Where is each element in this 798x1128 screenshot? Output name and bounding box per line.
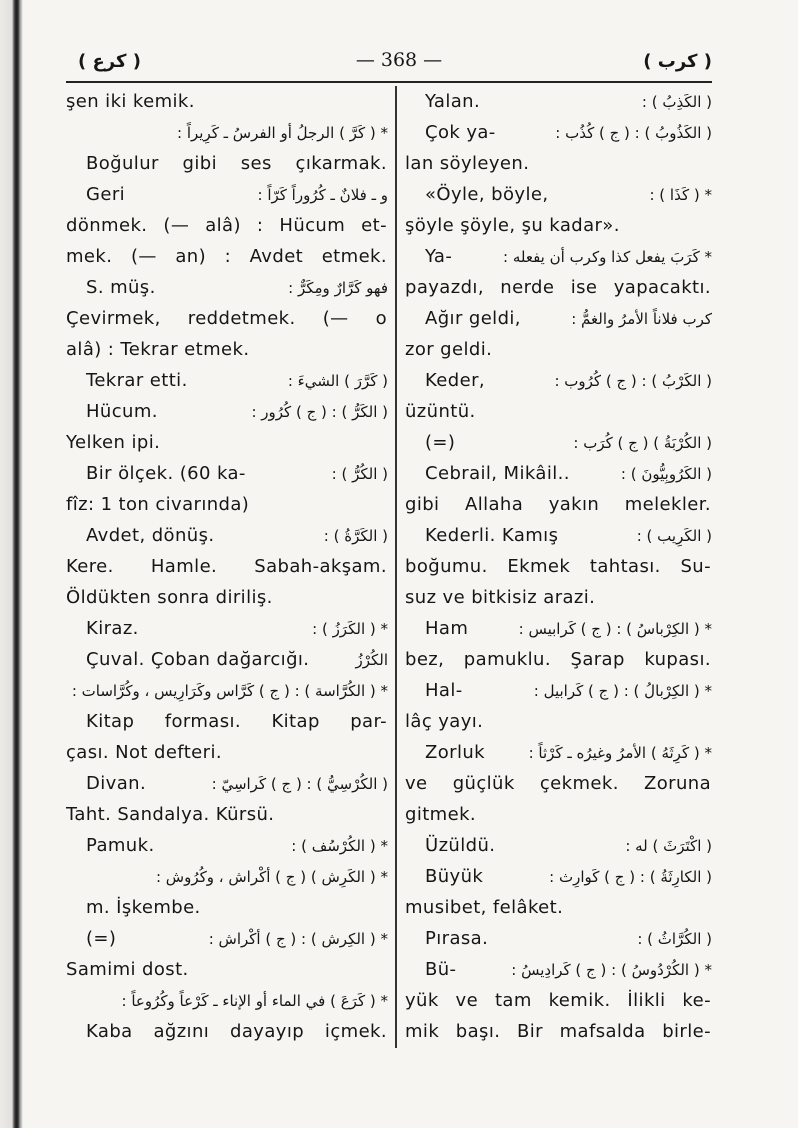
entry-line: [405, 737, 712, 768]
entry-line: [66, 303, 388, 334]
arabic-headword: كرب فلاناً الأمرُ والغمُّ :: [571, 309, 712, 328]
entry-line: [405, 985, 712, 1016]
turkish-definition: boğumu. Ekmek tahtası. Su-: [405, 556, 711, 577]
arabic-headword: ( الكَرَّةُ ) :: [323, 526, 388, 545]
arabic-headword: ( الكُرْبَةُ ) ( ج ) كُرَب :: [573, 433, 712, 452]
entry-line: [66, 334, 388, 365]
turkish-definition: Bir ölçek. (60 ka-: [86, 463, 246, 484]
turkish-definition: Zorluk: [425, 742, 485, 763]
turkish-definition: Ağır geldi,: [425, 308, 521, 329]
entry-line: [66, 985, 388, 1016]
entry-line: [405, 954, 712, 985]
entry-line: [66, 799, 388, 830]
arabic-headword: ( الكُرْسِيُّ ) : ( ج ) كَراسِيّ :: [211, 774, 388, 793]
header-rule: [66, 81, 712, 83]
header-left-title: ( كرع ): [78, 51, 141, 72]
entry-line: [405, 551, 712, 582]
turkish-definition: Tekrar etti.: [86, 370, 188, 391]
arabic-headword: * ( الكُرْسُف ) :: [291, 836, 388, 855]
turkish-definition: Üzüldü.: [425, 835, 496, 856]
arabic-headword: * ( الكِرْبالُ ) : ( ج ) كَرابيل :: [533, 681, 712, 700]
turkish-definition: Ham: [425, 618, 469, 639]
arabic-headword: فهو كَرَّارٌ ومِكَرٌّ :: [288, 278, 388, 297]
turkish-definition: Geri: [86, 184, 126, 205]
turkish-definition: üzüntü.: [405, 401, 476, 422]
entry-line: [66, 520, 388, 551]
entry-line: [405, 365, 712, 396]
turkish-definition: lan söyleyen.: [405, 153, 530, 174]
turkish-definition: Çevirmek, reddetmek. (— o: [66, 308, 387, 329]
entry-line: [66, 1016, 388, 1047]
entry-line: [66, 737, 388, 768]
entry-line: [66, 179, 388, 210]
entry-line: [405, 799, 712, 830]
turkish-definition: payazdı, nerde ise yapacaktı.: [405, 277, 711, 298]
arabic-headword: ( الكارِثَةُ ) : ( ج ) كَوارِث :: [549, 867, 712, 886]
turkish-definition: gitmek.: [405, 804, 477, 825]
entry-line: [405, 210, 712, 241]
arabic-headword: * ( الكُرْدُوسُ ) : ( ج ) كَرادِيسُ :: [511, 960, 712, 979]
turkish-definition: çası. Not defteri.: [66, 742, 222, 763]
entry-line: [66, 582, 388, 613]
turkish-definition: (=): [425, 432, 456, 453]
turkish-definition: Kaba ağzını dayayıp içmek.: [86, 1021, 387, 1042]
entry-line: [66, 644, 388, 675]
column-divider: [395, 86, 397, 1048]
turkish-definition: bez, pamuklu. Şarap kupası.: [405, 649, 711, 670]
page-number: — 368 —: [355, 49, 443, 71]
turkish-definition: m. İşkembe.: [86, 897, 201, 918]
left-column: [66, 86, 388, 1047]
turkish-definition: Taht. Sandalya. Kürsü.: [66, 804, 275, 825]
entry-line: [405, 458, 712, 489]
entry-line: [405, 148, 712, 179]
turkish-definition: Avdet, dönüş.: [86, 525, 215, 546]
entry-line: [66, 923, 388, 954]
turkish-definition: mik başı. Bir mafsalda birle-: [405, 1021, 711, 1042]
entry-line: [66, 365, 388, 396]
arabic-headword: ( الكَرُوبِيُّونَ ) :: [620, 464, 712, 483]
turkish-definition: Bü-: [425, 959, 457, 980]
arabic-headword: * كَرَبَ يفعل كذا وكرب أن يفعله :: [503, 247, 712, 266]
entry-line: [66, 148, 388, 179]
entry-line: [66, 551, 388, 582]
arabic-headword: الكُرْزُ: [355, 650, 388, 669]
turkish-definition: lâç yayı.: [405, 711, 484, 732]
entry-line: [66, 706, 388, 737]
entry-line: [66, 675, 388, 706]
entry-line: [405, 334, 712, 365]
entry-line: [66, 768, 388, 799]
entry-line: [66, 427, 388, 458]
entry-line: [405, 427, 712, 458]
turkish-definition: Çok ya-: [425, 122, 496, 143]
turkish-definition: Öldükten sonra diriliş.: [66, 587, 273, 608]
entry-line: [66, 458, 388, 489]
entry-line: [405, 675, 712, 706]
turkish-definition: Divan.: [86, 773, 147, 794]
entry-line: [405, 272, 712, 303]
turkish-definition: dönmek. (— alâ) : Hücum et-: [66, 215, 387, 236]
turkish-definition: Boğulur gibi ses çıkarmak.: [86, 153, 387, 174]
turkish-definition: Çuval. Çoban dağarcığı.: [86, 649, 310, 670]
arabic-headword: ( كَرَّرَ ) الشيءَ :: [287, 371, 388, 390]
entry-line: [405, 241, 712, 272]
turkish-definition: Kere. Hamle. Sabah-akşam.: [66, 556, 387, 577]
right-column: [405, 86, 712, 1047]
turkish-definition: Ya-: [425, 246, 453, 267]
arabic-headword: * ( كَرِثَهُ ) الأمرُ وغيرُه ـ كَرْثاً :: [528, 743, 712, 762]
turkish-definition: ve güçlük çekmek. Zoruna: [405, 773, 711, 794]
page-binding-edge: [0, 0, 24, 1128]
turkish-definition: alâ) : Tekrar etmek.: [66, 339, 250, 360]
turkish-definition: «Öyle, böyle,: [425, 184, 549, 205]
header-right-title: ( كرب ): [643, 51, 712, 72]
arabic-headword: ( اكْتَرَثَ ) له :: [625, 836, 712, 855]
turkish-definition: Yalan.: [425, 91, 481, 112]
entry-line: [405, 613, 712, 644]
entry-line: [405, 644, 712, 675]
turkish-definition: (=): [86, 928, 117, 949]
arabic-headword: * ( الكَرَزُ ) :: [312, 619, 388, 638]
turkish-definition: Hal-: [425, 680, 463, 701]
entry-line: [66, 861, 388, 892]
arabic-headword: ( الكَذُوبُ ) : ( ج ) كُذُب :: [555, 123, 712, 142]
arabic-headword: ( الكَذِبُ ) :: [641, 92, 712, 111]
entry-line: [405, 1016, 712, 1047]
entry-line: [66, 489, 388, 520]
entry-line: [405, 582, 712, 613]
arabic-headword: * ( الكَرِش ) ( ج ) أكْراش ، وكُرُوش :: [155, 867, 388, 886]
entry-line: [405, 489, 712, 520]
arabic-headword: * ( كَرَعَ ) في الماء أو الإناء ـ كَرْعاً وكُرُوعاً :: [121, 991, 388, 1010]
turkish-definition: Büyük: [425, 866, 484, 887]
entry-line: [405, 830, 712, 861]
turkish-definition: şen iki kemik.: [66, 91, 195, 112]
turkish-definition: zor geldi.: [405, 339, 493, 360]
arabic-headword: ( الكَرْبُ ) : ( ج ) كُرُوب :: [554, 371, 712, 390]
arabic-headword: و ـ فلانٌ ـ كُرُوراً كَرّاً :: [257, 185, 388, 204]
turkish-definition: Kiraz.: [86, 618, 139, 639]
entry-line: [405, 179, 712, 210]
turkish-definition: Hücum.: [86, 401, 158, 422]
turkish-definition: musibet, felâket.: [405, 897, 564, 918]
entry-line: [66, 86, 388, 117]
turkish-definition: Cebrail, Mikâil..: [425, 463, 570, 484]
turkish-definition: gibi Allaha yakın melekler.: [405, 494, 711, 515]
turkish-definition: S. müş.: [86, 277, 156, 298]
entry-line: [66, 117, 388, 148]
arabic-headword: ( الكَرُّ ) : ( ج ) كُرُور :: [251, 402, 388, 421]
entry-line: [405, 520, 712, 551]
arabic-headword: * ( كَرَّ ) الرجلُ أو الفرسُ ـ كَرِيراً :: [177, 123, 388, 142]
entry-line: [405, 396, 712, 427]
turkish-definition: mek. (— an) : Avdet etmek.: [66, 246, 387, 267]
entry-line: [66, 241, 388, 272]
arabic-headword: * ( الكُرَّاسة ) : ( ج ) كَرَّاس وكَرَارِيس ، وكُرَّاسات :: [71, 681, 388, 700]
entry-line: [66, 210, 388, 241]
turkish-definition: fîz: 1 ton civarında): [66, 494, 250, 515]
turkish-definition: Kitap forması. Kitap par-: [86, 711, 387, 732]
entry-line: [405, 861, 712, 892]
arabic-headword: ( الكُرُّ ) :: [331, 464, 388, 483]
turkish-definition: şöyle şöyle, şu kadar».: [405, 215, 620, 236]
entry-line: [66, 954, 388, 985]
turkish-definition: Keder,: [425, 370, 486, 391]
entry-line: [405, 86, 712, 117]
turkish-definition: Kederli. Kamış: [425, 525, 559, 546]
entry-line: [66, 892, 388, 923]
entry-line: [405, 303, 712, 334]
entry-line: [66, 396, 388, 427]
entry-line: [66, 830, 388, 861]
turkish-definition: suz ve bitkisiz arazi.: [405, 587, 596, 608]
entry-line: [405, 892, 712, 923]
arabic-headword: * ( الكِرش ) : ( ج ) أكْراش :: [208, 929, 388, 948]
arabic-headword: ( الكُرَّاثُ ) :: [637, 929, 712, 948]
entry-line: [405, 117, 712, 148]
entry-line: [405, 706, 712, 737]
turkish-definition: yük ve tam kemik. İlikli ke-: [405, 990, 711, 1011]
arabic-headword: ( الكَرِيب ) :: [636, 526, 712, 545]
turkish-definition: Yelken ipi.: [66, 432, 161, 453]
entry-line: [66, 272, 388, 303]
arabic-headword: * ( الكِرْباسُ ) : ( ج ) كَرابيس :: [518, 619, 712, 638]
turkish-definition: Samimi dost.: [66, 959, 189, 980]
arabic-headword: * ( كَذَا ) :: [649, 185, 712, 204]
turkish-definition: Pırasa.: [425, 928, 489, 949]
entry-line: [405, 923, 712, 954]
entry-line: [405, 768, 712, 799]
entry-line: [66, 613, 388, 644]
turkish-definition: Pamuk.: [86, 835, 155, 856]
